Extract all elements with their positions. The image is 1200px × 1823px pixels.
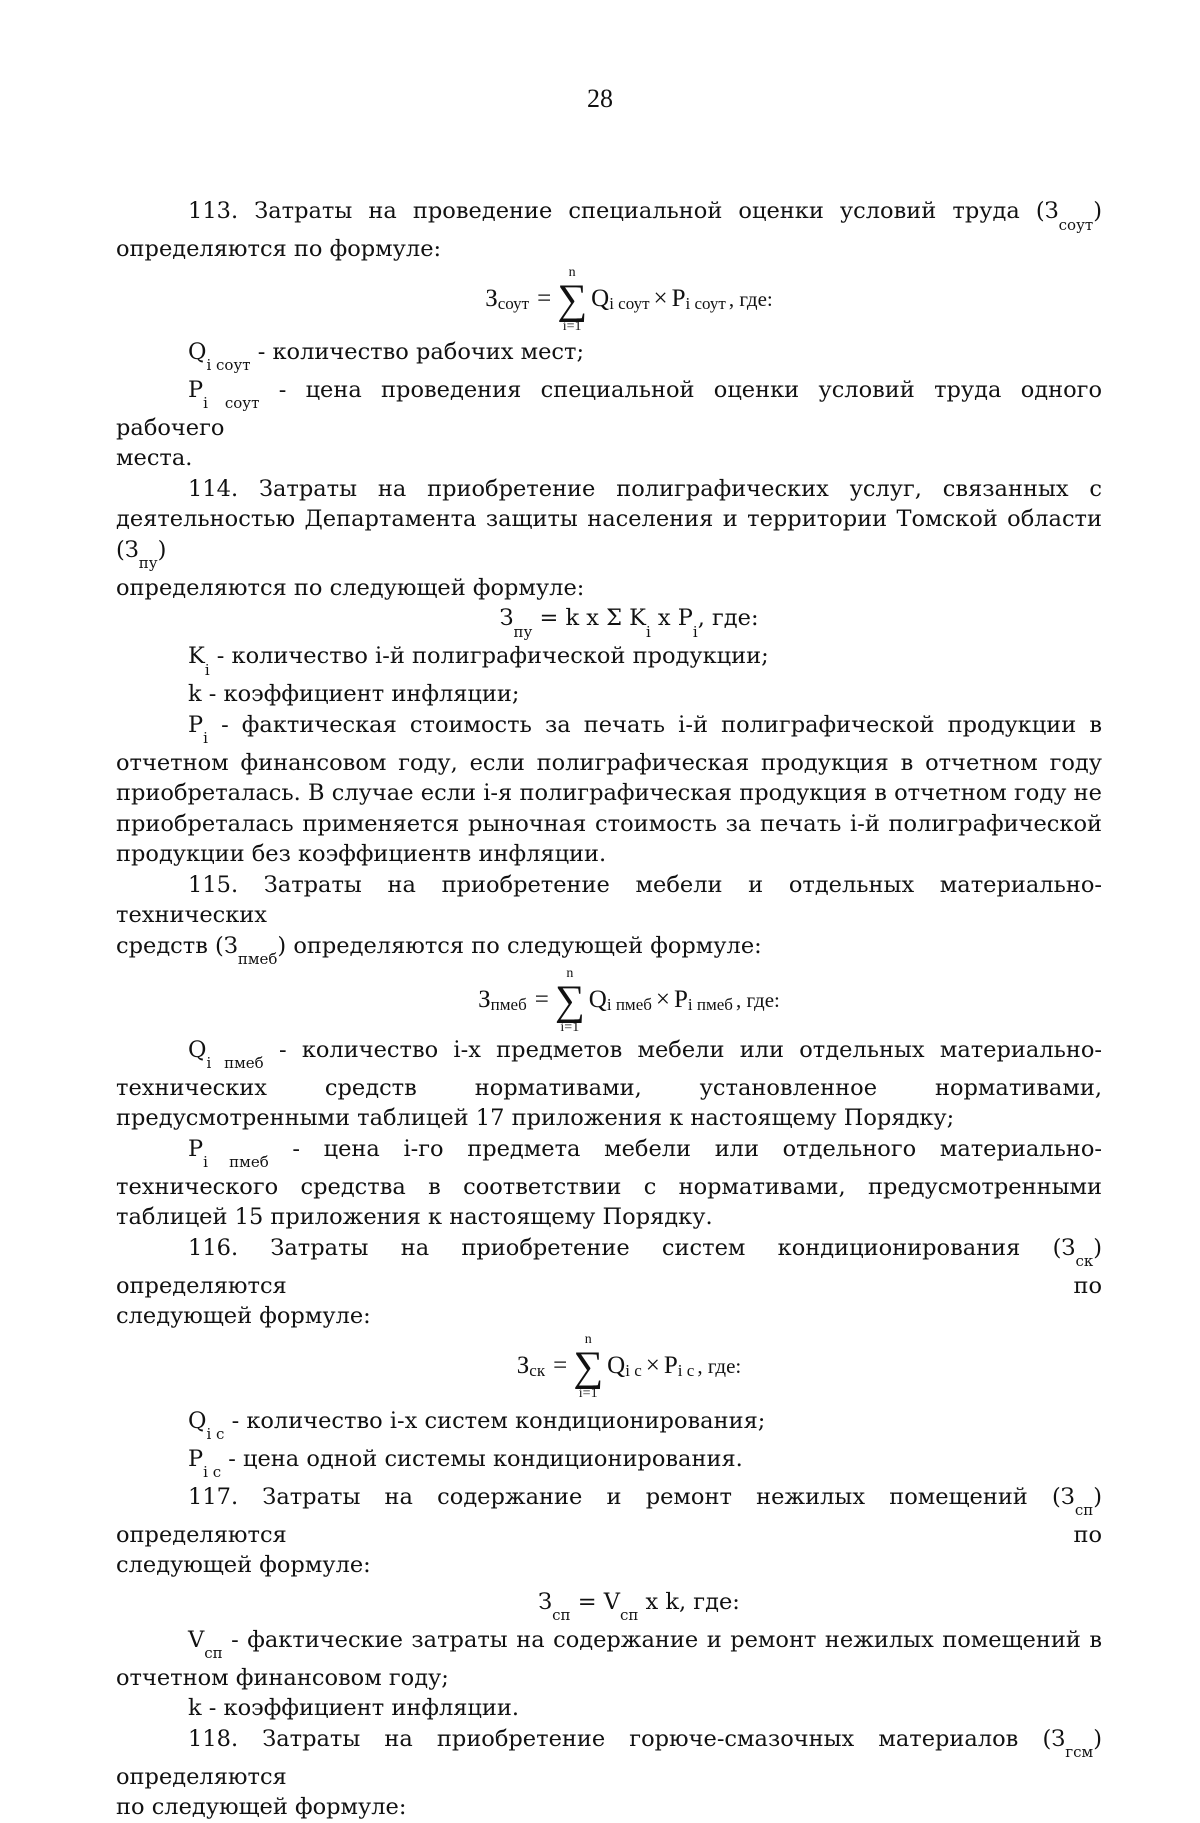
page-number: 28 <box>587 84 613 113</box>
def-115-p: $P_{i пмеб}$ - цена i-го предмета мебели или отдельного материально-технического средства в соответствии с нормативами, предусмотренными таблицей 15 приложения к настоящему Порядку. <box>116 1135 1102 1230</box>
formula-116: З ск = n ∑ i=1 Q i с × P i с , где: <box>516 1331 742 1401</box>
def-117-v: $V_{сп}$ - фактические затраты на содержание и ремонт нежилых помещений в отчетном финансовом году; <box>116 1626 1102 1691</box>
para-114-heading-l3: определяются по следующей формуле: <box>116 574 585 601</box>
para-115-heading: 115. Затраты на приобретение мебели и отдельных материально-технических <box>116 871 1102 928</box>
para-114-heading: 114. Затраты на приобретение полиграфических услуг, связанных с <box>188 475 1102 502</box>
para-114-heading-l2: деятельностью Департамента защиты населения и территории Томской области $(З_{пу})$ <box>116 506 1102 572</box>
def-114-inflation: k - коэффициент инфляции; <box>188 681 520 707</box>
def-113-p: $P_{i соут}$ - цена проведения специальной оценки условий труда одного рабочего <box>116 376 1102 441</box>
para-113-heading-cont: определяются по формуле: <box>116 236 442 262</box>
formula-114: $З_{пу} = k$ x Σ $K_i$ x $P_i$, где: <box>499 605 759 641</box>
def-115-q: $Q_{i пмеб}$ - количество i-х предметов мебели или отдельных материально-технических средств нормативами, установленное нормативами, предусмотренными таблицей 17 приложения к настоящему Порядку; <box>116 1036 1103 1131</box>
para-115-heading-l2: средств $(З_{пмеб})$ определяются по следующей формуле: <box>116 932 762 968</box>
def-114-k: $K_i$ - количество i-й полиграфической продукции; <box>188 643 769 679</box>
para-118-heading: 118. Затраты на приобретение горюче-смазочных материалов $(З_{гсм})$ определяются <box>116 1725 1102 1790</box>
def-114-p: $P_i$ - фактическая стоимость за печать i-й полиграфической продукции в отчетном финансовом году, если полиграфическая продукция в отчетном году приобреталась. В случае если i-я полиграфическая продукция в отчетном году не приобреталась применяется рыночная стоимость за печать i-й полиграфической продукции без коэффициентв инфляции. <box>116 711 1102 867</box>
formula-117: $З_{сп} = V_{сп}$ x k, где: <box>538 1588 740 1624</box>
page-content <box>116 196 1102 1823</box>
para-116-heading: 116. Затраты на приобретение систем кондиционирования $(З_{ск})$ определяются по <box>116 1234 1102 1299</box>
formula-115: З пмеб = n ∑ i=1 Q i пмеб × P i пмеб , где: <box>478 965 780 1035</box>
summation-113: n ∑ i=1 <box>557 264 588 334</box>
def-116-q: $Q_{i с}$ - количество i-х систем кондиционирования; <box>188 1407 766 1443</box>
def-116-p: $P_{i с}$ - цена одной системы кондиционирования. <box>188 1445 743 1481</box>
formula-113: З соут = n ∑ i=1 Q i соут × P i соут , где: <box>485 264 773 334</box>
para-117-heading: 117. Затраты на содержание и ремонт нежилых помещений $(З_{сп})$ определяются по <box>116 1483 1102 1548</box>
para-118-heading-l2: по следующей формуле: <box>116 1794 407 1820</box>
def-117-inflation: k - коэффициент инфляции. <box>188 1695 520 1721</box>
para-113-heading: 113. Затраты на проведение специальной оценки условий труда $(З_{соут})$ <box>188 198 1102 234</box>
para-116-heading-l2: следующей формуле: <box>116 1303 371 1329</box>
def-113-p-cont: места. <box>116 445 193 471</box>
summation-116: n ∑ i=1 <box>573 1331 604 1401</box>
def-113-q: $Q_{i соут}$ - количество рабочих мест; <box>188 338 585 374</box>
para-117-heading-l2: следующей формуле: <box>116 1552 371 1578</box>
summation-115: n ∑ i=1 <box>554 965 585 1035</box>
